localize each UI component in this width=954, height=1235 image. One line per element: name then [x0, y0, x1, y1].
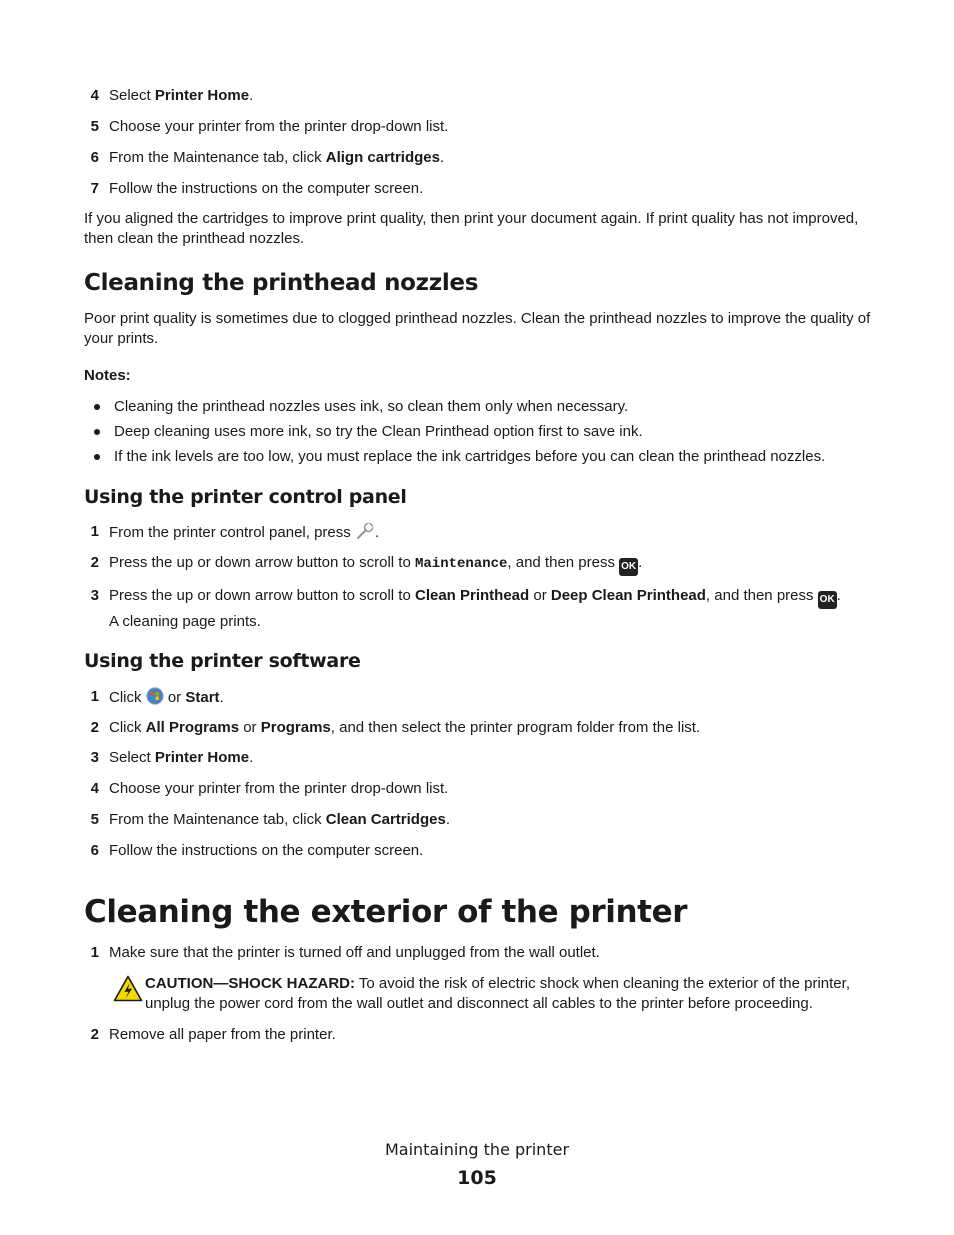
step-text: or [163, 689, 186, 706]
step-text: Click [109, 689, 146, 706]
step-text: From the Maintenance tab, click [109, 149, 326, 166]
step-number: 2 [90, 1026, 99, 1043]
step-text: Select [109, 87, 155, 104]
step-punct: . [219, 689, 224, 706]
note-text: Deep cleaning uses more ink, so try the Clean Printhead option first to save ink. [114, 423, 643, 440]
step-text: , and then press [507, 554, 620, 571]
step-text: Choose your printer from the printer drop-down list. [109, 118, 449, 135]
caution-line2: unplug the power cord from the wall outlet and disconnect all cables to the printer before proceeding. [145, 995, 813, 1012]
shock-hazard-warning-icon [113, 975, 143, 1006]
caution-line1: To avoid the risk of electric shock when cleaning the exterior of the printer, [355, 975, 850, 992]
nozzles-intro: Poor print quality is sometimes due to clogged printhead nozzles. Clean the printhead nozzles to improve the quality of your prints. [84, 310, 871, 347]
ok-button-icon: OK [619, 558, 638, 576]
step-number: 2 [90, 554, 99, 571]
step-text: , and then select the printer program folder from the list. [330, 719, 701, 736]
step-number: 3 [90, 749, 99, 766]
step-punct: . [439, 149, 445, 166]
step-punct: . [249, 749, 254, 766]
step-punct: . [374, 524, 380, 541]
step-bold: Printer Home [154, 749, 250, 766]
step-text: Follow the instructions on the computer screen. [109, 180, 424, 197]
step-number: 3 [90, 587, 99, 604]
step-punct: . [836, 587, 841, 604]
step-text: Follow the instructions on the computer screen. [109, 842, 424, 859]
step-number: 6 [90, 149, 99, 166]
step-text: Select [109, 749, 155, 766]
step-text: or [529, 587, 551, 604]
step-text: Press the up or down arrow button to scroll to [109, 587, 415, 604]
page-number: 105 [457, 1167, 497, 1189]
caution-text [145, 974, 850, 1014]
bullet-icon [94, 454, 100, 460]
step-result: A cleaning page prints. [109, 613, 261, 630]
step-text: Remove all paper from the printer. [109, 1026, 336, 1043]
step-text: From the printer control panel, press [109, 524, 355, 541]
step-text: or [239, 719, 261, 736]
step-text: , and then press [705, 587, 818, 604]
step-punct: . [638, 554, 643, 571]
step-bold: Start [185, 689, 220, 706]
bullet-icon [94, 429, 100, 435]
step-bold: All Programs [145, 719, 240, 736]
bullet-icon [94, 404, 100, 410]
step-text: Press the up or down arrow button to scroll to [109, 554, 415, 571]
step-text: From the Maintenance tab, click [109, 811, 326, 828]
note-text: Cleaning the printhead nozzles uses ink, so clean them only when necessary. [114, 398, 629, 415]
step-bold: Printer Home [154, 87, 250, 104]
notes-label: Notes: [84, 367, 131, 384]
step-number: 2 [90, 719, 99, 736]
step-text: Click [109, 719, 146, 736]
menu-item-maintenance: Maintenance [414, 556, 508, 572]
step-bold: Clean Cartridges [325, 811, 446, 828]
subsection-heading-control-panel: Using the printer control panel [84, 486, 407, 508]
step-number: 1 [90, 688, 99, 705]
step-text: Make sure that the printer is turned off and unplugged from the wall outlet. [109, 944, 600, 961]
windows-start-icon [146, 687, 164, 711]
step-bold: Clean Printhead [414, 587, 530, 604]
section-heading-exterior: Cleaning the exterior of the printer [84, 894, 688, 930]
step-bold: Deep Clean Printhead [550, 587, 706, 604]
step-number: 4 [90, 780, 99, 797]
align-note: If you aligned the cartridges to improve print quality, then print your document again. If print quality has not improved, then clean the printhead nozzles. [84, 210, 859, 247]
step-number: 7 [90, 180, 99, 197]
step-text: Choose your printer from the printer drop-down list. [109, 780, 449, 797]
wrench-icon [355, 522, 375, 546]
subsection-heading-software: Using the printer software [84, 650, 361, 672]
step-number: 1 [90, 944, 99, 961]
ok-button-icon: OK [818, 591, 837, 609]
step-bold: Align cartridges [325, 149, 440, 166]
step-number: 5 [90, 118, 99, 135]
note-text: If the ink levels are too low, you must replace the ink cartridges before you can clean the printhead nozzles. [114, 448, 826, 465]
step-number: 6 [90, 842, 99, 859]
caution-label: CAUTION—SHOCK HAZARD: [145, 975, 355, 992]
footer-section-title: Maintaining the printer [384, 1140, 570, 1159]
step-punct: . [249, 87, 254, 104]
step-punct: . [445, 811, 450, 828]
step-number: 1 [90, 523, 99, 540]
step-number: 4 [90, 87, 99, 104]
step-bold: Programs [260, 719, 331, 736]
section-heading-nozzles: Cleaning the printhead nozzles [84, 270, 479, 296]
step-number: 5 [90, 811, 99, 828]
